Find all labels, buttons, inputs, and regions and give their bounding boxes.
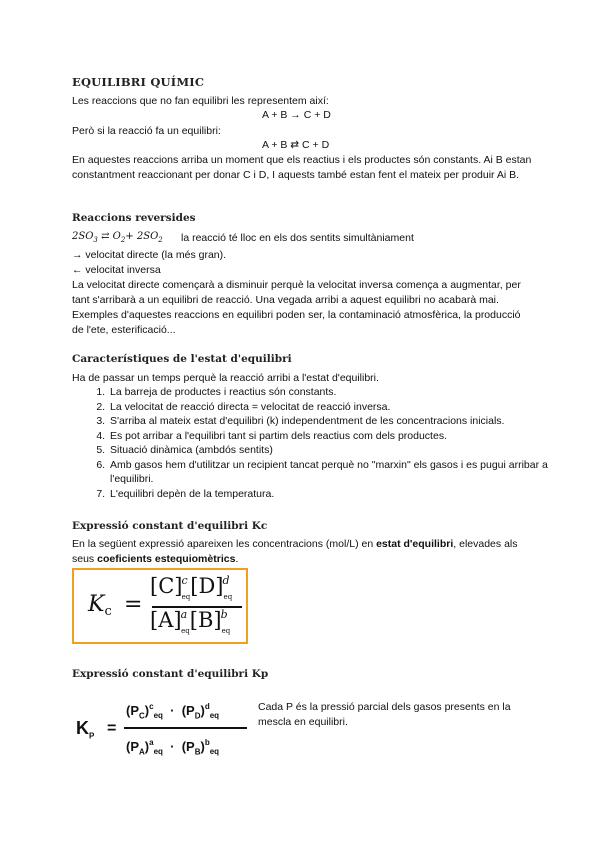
kc-equals: =: [124, 592, 143, 617]
kc-denominator: $[A]^a_{eq}[B]^b_{eq}$: [150, 608, 231, 635]
kc-heading: Expressió constant d'equilibri Kc: [72, 520, 268, 532]
characteristics-list: [72, 385, 578, 501]
kp-fraction-line: [124, 727, 247, 729]
kp-denominator: $(P_A)^a_{eq} \cdot (P_B)^b_{eq}$: [126, 738, 220, 757]
list-item: 6. Amb gasos hem d'utilitzar un recipient tancat perquè no "marxin" els gasos i es pugui arribar a l'equilibri.: [108, 458, 578, 487]
formula-reversible: A + B ⇄ C + D: [262, 139, 330, 151]
inverse-velocity: ← velocitat inversa: [72, 264, 161, 276]
kc-description: En la següent expressió apareixen les concentracions (mol/L) en estat d'equilibri, elevades als seus coeficients estequiomètrics.: [72, 538, 518, 565]
kp-explanation: Cada P és la pressió parcial dels gasos presents en la mescla en equilibri.: [258, 701, 511, 728]
kp-equals: =: [107, 720, 117, 737]
intro-paragraph: En aquestes reaccions arriba un moment que els reactius i els productes són constants. Ai B estan constantment reaccionant per donar C i D, I aquests també estan fent el mateix per produir Ai B.: [72, 154, 532, 181]
list-item: 2. La velocitat de reacció directa = velocitat de reacció inversa.: [108, 400, 578, 415]
reversible-paragraph: La velocitat directe començarà a disminuir perquè la velocitat inversa comença a augmentar, per tant s'arribarà a un equilibri de reacció. Una vegada arribi a aquest equilibri no acabarà mai. Exemples d'aquestes reaccions en equilibri poden ser, la contaminació atmosfèrica, la producció de l'ete, esterificació...: [72, 279, 521, 336]
characteristics-intro: Ha de passar un temps perquè la reacció arribi a l'estat d'equilibri.: [72, 372, 379, 384]
intro-line-2: Però si la reacció fa un equilibri:: [72, 125, 221, 137]
list-item: 1. La barreja de productes i reactius són constants.: [108, 385, 578, 400]
kc-numerator: $[C]^c_{eq}[D]^d_{eq}$: [150, 574, 233, 601]
intro-line-1: Les reaccions que no fan equilibri les representem així:: [72, 95, 329, 107]
kc-symbol: $K_c$: [88, 592, 112, 619]
reversible-heading: Reaccions reversides: [72, 212, 196, 224]
kp-symbol: $K_P$: [76, 718, 95, 741]
kp-heading: Expressió constant d'equilibri Kp: [72, 668, 269, 680]
formula-irreversible: A + B → C + D: [262, 109, 331, 121]
list-item: 4. Es pot arribar a l'equilibri tant si partim dels reactius com dels productes.: [108, 429, 578, 444]
characteristics-heading: Característiques de l'estat d'equilibri: [72, 353, 292, 365]
list-item: 7. L'equilibri depèn de la temperatura.: [108, 487, 578, 502]
kc-formula-box: [72, 568, 248, 644]
kp-numerator: $(P_C)^c_{eq} \cdot (P_D)^d_{eq}$: [126, 702, 220, 721]
equation-note: la reacció té lloc en els dos sentits simultàniament: [181, 232, 414, 244]
list-item: 3. S'arriba al mateix estat d'equilibri (k) independentment de les concentracions inicials.: [108, 414, 578, 429]
so2-equation: $2SO_3$ ⇄ $O_2+ 2SO_2$: [72, 231, 163, 244]
direct-velocity: → velocitat directe (la més gran).: [72, 249, 227, 261]
page-title: EQUILIBRI QUÍMIC: [72, 75, 205, 89]
list-item: 5. Situació dinàmica (ambdós sentits): [108, 443, 578, 458]
